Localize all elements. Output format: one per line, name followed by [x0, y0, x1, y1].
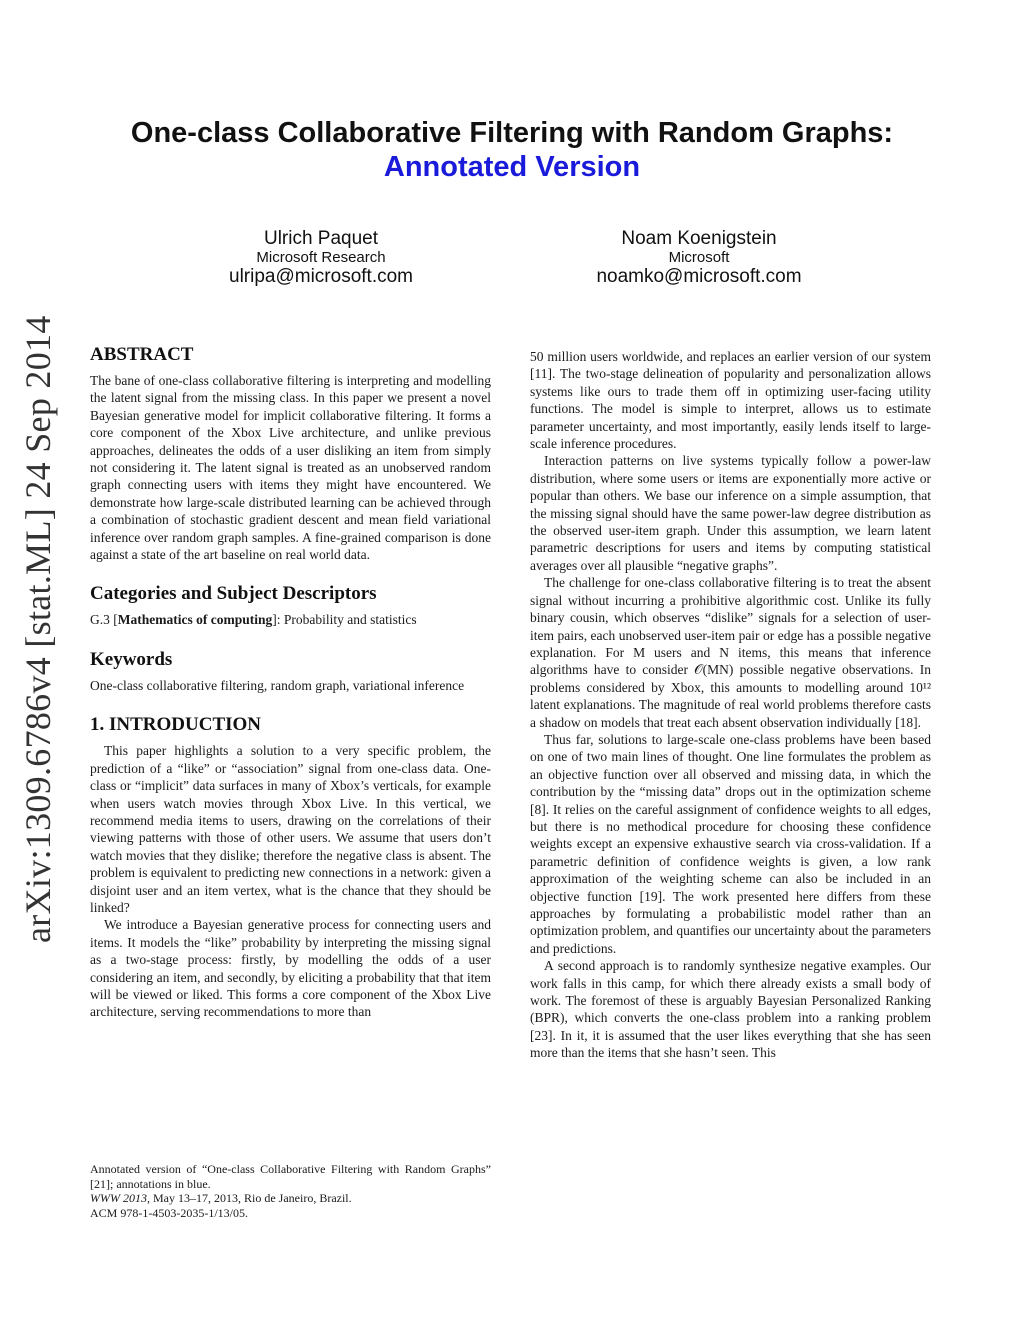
title-main: One-class Collaborative Filtering with Random Graphs:: [130, 117, 894, 149]
author-name: Noam Koenigstein: [621, 228, 777, 249]
author-block-2: [539, 228, 859, 288]
author-email[interactable]: ulripa@microsoft.com: [229, 266, 413, 287]
intro-paragraph: This paper highlights a solution to a very specific problem, the prediction of a “like” or “association” signal from one-class data. One-class or “implicit” data surfaces in many of Xbox’s verticals, for example when users watch movies through Xbox Live. In this vertical, we recommend media items to users, drawing on the correlations of their viewing patterns with those of other users. We assume that users don’t watch movies that they dislike; therefore the negative class is absent. The problem is equivalent to predicting new connections in a network: given a disjoint user and an item vertex, what is the chance that they should be linked?: [90, 743, 491, 915]
author-affiliation: Microsoft Research: [256, 249, 386, 266]
intro-paragraph: Interaction patterns on live systems typically follow a power-law distribution, where some users or items are exponentially more active or popular than others. We base our inference on a simple assumption, that the missing signal should have the same power-law degree distribution as the observed user-item graph. Under this assumption, we learn latent parametric descriptions for users and items by computing statistical averages over all plausible “negative graphs”.: [530, 453, 931, 573]
intro-paragraph: We introduce a Bayesian generative process for connecting users and items. It models the “like” probability by interpreting the missing signal as a two-stage process: firstly, by modelling the odds of a user considering an item, and secondly, by eliciting a probability that that item will be viewed or liked. This forms a core component of the Xbox Live architecture, serving recommendations to more than: [90, 917, 491, 1020]
venue-name: WWW 2013: [90, 1191, 147, 1205]
arxiv-identifier[interactable]: arXiv:1309.6786v4 [stat.ML] 24 Sep 2014: [18, 315, 58, 943]
author-affiliation: Microsoft: [668, 249, 730, 266]
categories-prefix: G.3 [: [90, 612, 118, 628]
footnote-annotated-version: Annotated version of “One-class Collaborative Filtering with Random Graphs” [21]; annotations in blue.: [90, 1162, 491, 1191]
keywords-text: One-class collaborative filtering, random graph, variational inference: [90, 677, 465, 693]
footnote-acm: ACM 978-1-4503-2035-1/13/05.: [90, 1205, 248, 1220]
intro-paragraph: A second approach is to randomly synthesize negative examples. Our work falls in this camp, for which there already exists a small body of work. The foremost of these is arguably Bayesian Personalized Ranking (BPR), which converts the one-class problem into a ranking problem [23]. In it, it is assumed that the user likes everything that she has seen more than the items that she hasn’t seen. This: [530, 958, 931, 1061]
categories-bold: Mathematics of computing: [117, 612, 273, 628]
introduction-heading: 1. INTRODUCTION: [90, 714, 262, 736]
author-email[interactable]: noamko@microsoft.com: [596, 266, 802, 287]
right-column: [530, 348, 931, 1062]
abstract-text: The bane of one-class collaborative filtering is interpreting and modelling the latent signal from the missing class. In this paper we present a novel Bayesian generative model for implicit collaborative filtering. It forms a core component of the Xbox Live architecture, and unlike previous approaches, delineates the odds of a user disliking an item from simply not considering it. The latent signal is treated as an unobserved random graph connecting users with items they might have encountered. We demonstrate how large-scale distributed learning can be achieved through a combination of stochastic gradient descent and mean field variational inference over random graph samples. A fine-grained comparison is done against a state of the art baseline on real world data.: [90, 373, 491, 563]
footnote-venue: [90, 1191, 491, 1206]
author-block-1: [161, 228, 481, 288]
venue-details: , May 13–17, 2013, Rio de Janeiro, Brazil.: [147, 1191, 352, 1205]
footnote: [90, 1162, 491, 1220]
categories-heading: Categories and Subject Descriptors: [90, 583, 377, 605]
categories-text: [90, 611, 491, 628]
author-name: Ulrich Paquet: [263, 228, 379, 249]
intro-paragraph: Thus far, solutions to large-scale one-class problems have been based on one of two main lines of thought. One line formulates the problem as an objective function over all observed and missing data, in which the contribution by the “missing data” drops out in the optimization scheme [8]. It relies on the careful assignment of confidence weights to all edges, but there is no methodical procedure for choosing these confidence weights except an expensive exhaustive search via cross-validation. If a parametric definition of confidence weights is given, a low rank approximation of the weighting scheme can also be included in an objective function [19]. The work presented here differs from these approaches by formulating a probabilistic model rather than an optimization problem, and quantifies our uncertainty about the parameters and predictions.: [530, 731, 931, 956]
intro-paragraph: The challenge for one-class collaborative filtering is to treat the absent signal without incurring a prohibitive algorithmic cost. Unlike its fully binary cousin, which observes “dislike” signals for a selection of user-item pairs, each unobserved user-item pair or edge has a possible negative explanation. For M users and N items, this means that inference algorithms have to consider 𝒪(MN) possible negative observations. In problems considered by Xbox, this amounts to modelling around 10¹² latent explanations. The magnitude of real world problems therefore casts a shadow on models that treat each absent observation individually [18].: [530, 575, 931, 730]
title-annotation: Annotated Version: [383, 151, 641, 183]
abstract-heading: ABSTRACT: [90, 344, 194, 365]
categories-suffix: ]: Probability and statistics: [272, 612, 417, 628]
left-column: [90, 344, 491, 1021]
paper-title: [0, 116, 1024, 184]
keywords-heading: Keywords: [90, 648, 173, 670]
intro-paragraph: 50 million users worldwide, and replaces an earlier version of our system [11]. The two-stage delineation of popularity and personalization allows systems like ours to trade them off in optimizing user-facing utility functions. The model is simple to interpret, allows us to estimate parameter uncertainty, and most importantly, easily lends itself to large-scale inference procedures.: [530, 349, 931, 452]
